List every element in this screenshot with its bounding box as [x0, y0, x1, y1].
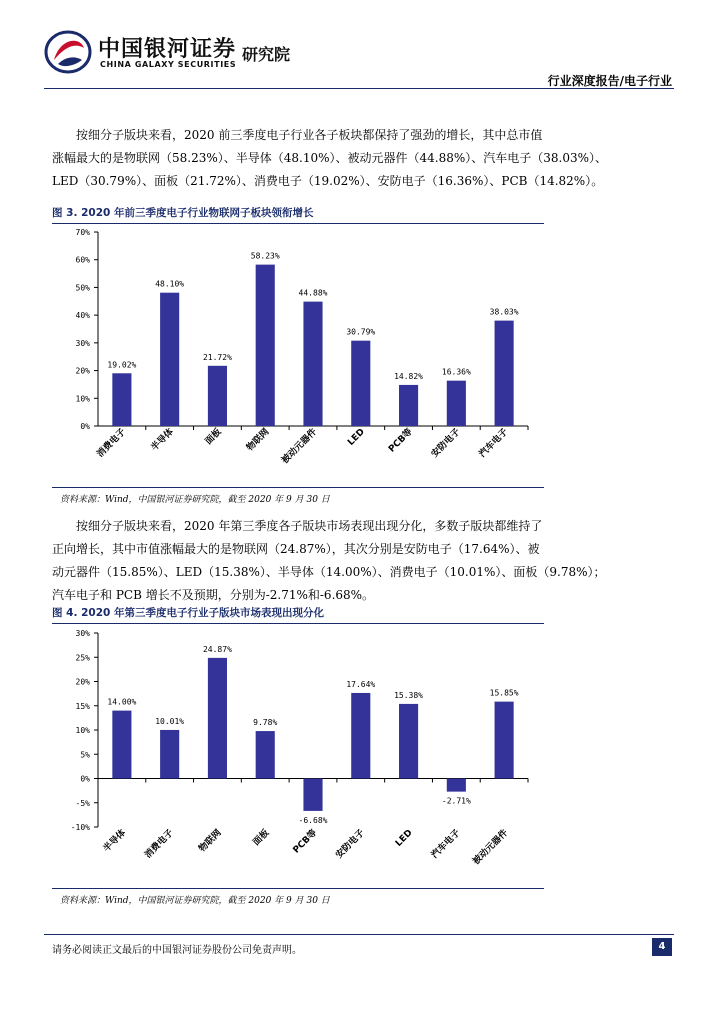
y-tick-label: 30%: [75, 338, 90, 348]
bar: [112, 373, 131, 426]
figure-3-source: 资料来源：Wind，中国银河证券研究院，截至 2020 年 9 月 30 日: [60, 495, 330, 505]
x-category-label: 物联网: [245, 427, 272, 454]
paragraph-line: LED（30.79%）、面板（21.72%）、消费电子（19.02%）、安防电子（16.36%）、PCB（14.82%）。: [52, 174, 604, 188]
bar-value-label: 24.87%: [202, 644, 232, 654]
y-tick-label: 5%: [80, 750, 90, 760]
y-tick-label: 30%: [75, 629, 90, 638]
figure-3-chart: [52, 222, 544, 488]
bar-value-label: 9.78%: [253, 718, 278, 728]
y-tick-label: 0%: [80, 774, 90, 784]
x-category-label: 安防电子: [429, 427, 463, 460]
y-tick-label: 20%: [75, 366, 90, 376]
paragraph-line: 涨幅最大的是物联网（58.23%）、半导体（48.10%）、被动元器件（44.88%）、汽车电子（38.03%）、: [52, 151, 608, 165]
bar-value-label: 10.01%: [155, 716, 185, 726]
report-type: 行业深度报告/电子行业: [547, 74, 672, 88]
bar-value-label: 48.10%: [155, 279, 185, 289]
bar: [208, 366, 227, 426]
chart-4-svg: [52, 623, 544, 885]
x-category-label: 汽车电子: [429, 828, 463, 861]
footer-disclaimer: 请务必阅读正文最后的中国银河证券股份公司免责声明。: [52, 945, 302, 956]
x-category-label: 消费电子: [95, 427, 129, 460]
figure-4-chart: [52, 623, 544, 889]
y-tick-label: 70%: [75, 228, 90, 237]
bar-value-label: 16.36%: [441, 367, 471, 377]
bar-value-label: 15.85%: [489, 688, 519, 698]
bar: [256, 265, 275, 426]
figure-4-title: 图 4. 2020 年第三季度电子行业子版块市场表现出现分化: [52, 605, 544, 624]
figure-3-title: 图 3. 2020 年前三季度电子行业物联网子板块领衔增长: [52, 205, 544, 224]
y-tick-label: -5%: [75, 798, 90, 808]
galaxy-logo-icon: [44, 30, 92, 74]
x-category-label: 面板: [251, 828, 272, 848]
paragraph-line: 动元器件（15.85%）、LED（15.38%）、半导体（14.00%）、消费电子（10.01%）、面板（9.78%）；: [52, 565, 606, 579]
bar-value-label: 21.72%: [202, 352, 232, 362]
bar-value-label: 38.03%: [489, 307, 519, 317]
y-tick-label: 10%: [75, 726, 90, 735]
bar-value-label: 19.02%: [107, 360, 137, 370]
chart-3-svg: [52, 222, 544, 484]
x-category-label: LED: [346, 427, 367, 448]
footer-divider: [44, 934, 674, 935]
paragraph-line: 汽车电子和 PCB 增长不及预期，分别为-2.71%和-6.68%。: [52, 588, 375, 602]
bar: [160, 293, 179, 426]
paragraph-line: 按细分子版块来看，2020 前三季度电子行业各子板块都保持了强劲的增长，其中总市值: [76, 128, 543, 142]
x-category-label: 汽车电子: [477, 427, 511, 460]
header-divider: [44, 88, 674, 89]
figure-4-source: 资料来源：Wind，中国银河证券研究院，截至 2020 年 9 月 30 日: [60, 896, 330, 906]
bar: [447, 779, 466, 792]
x-category-label: 半导体: [101, 828, 129, 855]
y-tick-label: 40%: [75, 311, 90, 321]
bar: [351, 693, 370, 779]
bar: [303, 779, 322, 811]
bar: [208, 658, 227, 779]
bar-value-label: 17.64%: [346, 679, 376, 689]
bar-value-label: 14.00%: [107, 697, 137, 707]
page-number: 4: [652, 938, 672, 956]
bar-value-label: 44.88%: [298, 288, 328, 298]
bar-value-label: -6.68%: [298, 815, 328, 825]
bar-value-label: 15.38%: [394, 690, 424, 700]
figure-4-bottom-rule: [52, 888, 544, 889]
bar-value-label: 30.79%: [346, 327, 376, 337]
logo-english-text: CHINA GALAXY SECURITIES: [100, 60, 237, 69]
bar: [256, 731, 275, 778]
figure-3-bottom-rule: [52, 487, 544, 488]
bar: [351, 341, 370, 426]
x-category-label: 被动元器件: [280, 427, 320, 466]
paragraph-line: 正向增长，其中市值涨幅最大的是物联网（24.87%），其次分别是安防电子（17.64%）、被: [52, 542, 540, 556]
y-tick-label: 60%: [75, 255, 90, 265]
y-tick-label: -10%: [70, 823, 90, 832]
y-tick-label: 0%: [80, 422, 90, 431]
logo-chinese-text: 中国银河证券: [98, 37, 237, 62]
bar: [112, 711, 131, 779]
bar: [399, 385, 418, 426]
x-category-label: 物联网: [197, 828, 224, 855]
x-category-label: PCB等: [291, 828, 320, 856]
bar: [495, 321, 514, 426]
y-tick-label: 10%: [75, 394, 90, 404]
bar: [303, 302, 322, 426]
paragraph-2: [52, 515, 606, 607]
x-category-label: 面板: [203, 427, 224, 447]
paragraph-1: [52, 124, 608, 193]
bar: [160, 730, 179, 779]
bar: [399, 704, 418, 779]
x-category-label: 被动元器件: [471, 828, 511, 867]
x-category-label: 安防电子: [334, 828, 367, 861]
bar-value-label: 58.23%: [250, 251, 280, 261]
y-tick-label: 50%: [75, 283, 90, 293]
y-tick-label: 15%: [75, 701, 90, 711]
x-category-label: PCB等: [387, 427, 415, 455]
logo-institute-text: 研究院: [242, 45, 291, 64]
bar-value-label: 14.82%: [394, 371, 424, 381]
y-tick-label: 20%: [75, 677, 90, 687]
company-logo: [44, 28, 314, 78]
y-tick-label: 25%: [75, 653, 90, 663]
x-category-label: 消费电子: [143, 828, 176, 861]
bar: [495, 702, 514, 779]
bar-value-label: -2.71%: [441, 796, 471, 806]
paragraph-line: 按细分子版块来看，2020 年第三季度各子版块市场表现出现分化，多数子版块都维持了: [76, 519, 543, 533]
bar: [447, 381, 466, 426]
x-category-label: 半导体: [149, 427, 176, 454]
x-category-label: LED: [393, 828, 415, 849]
